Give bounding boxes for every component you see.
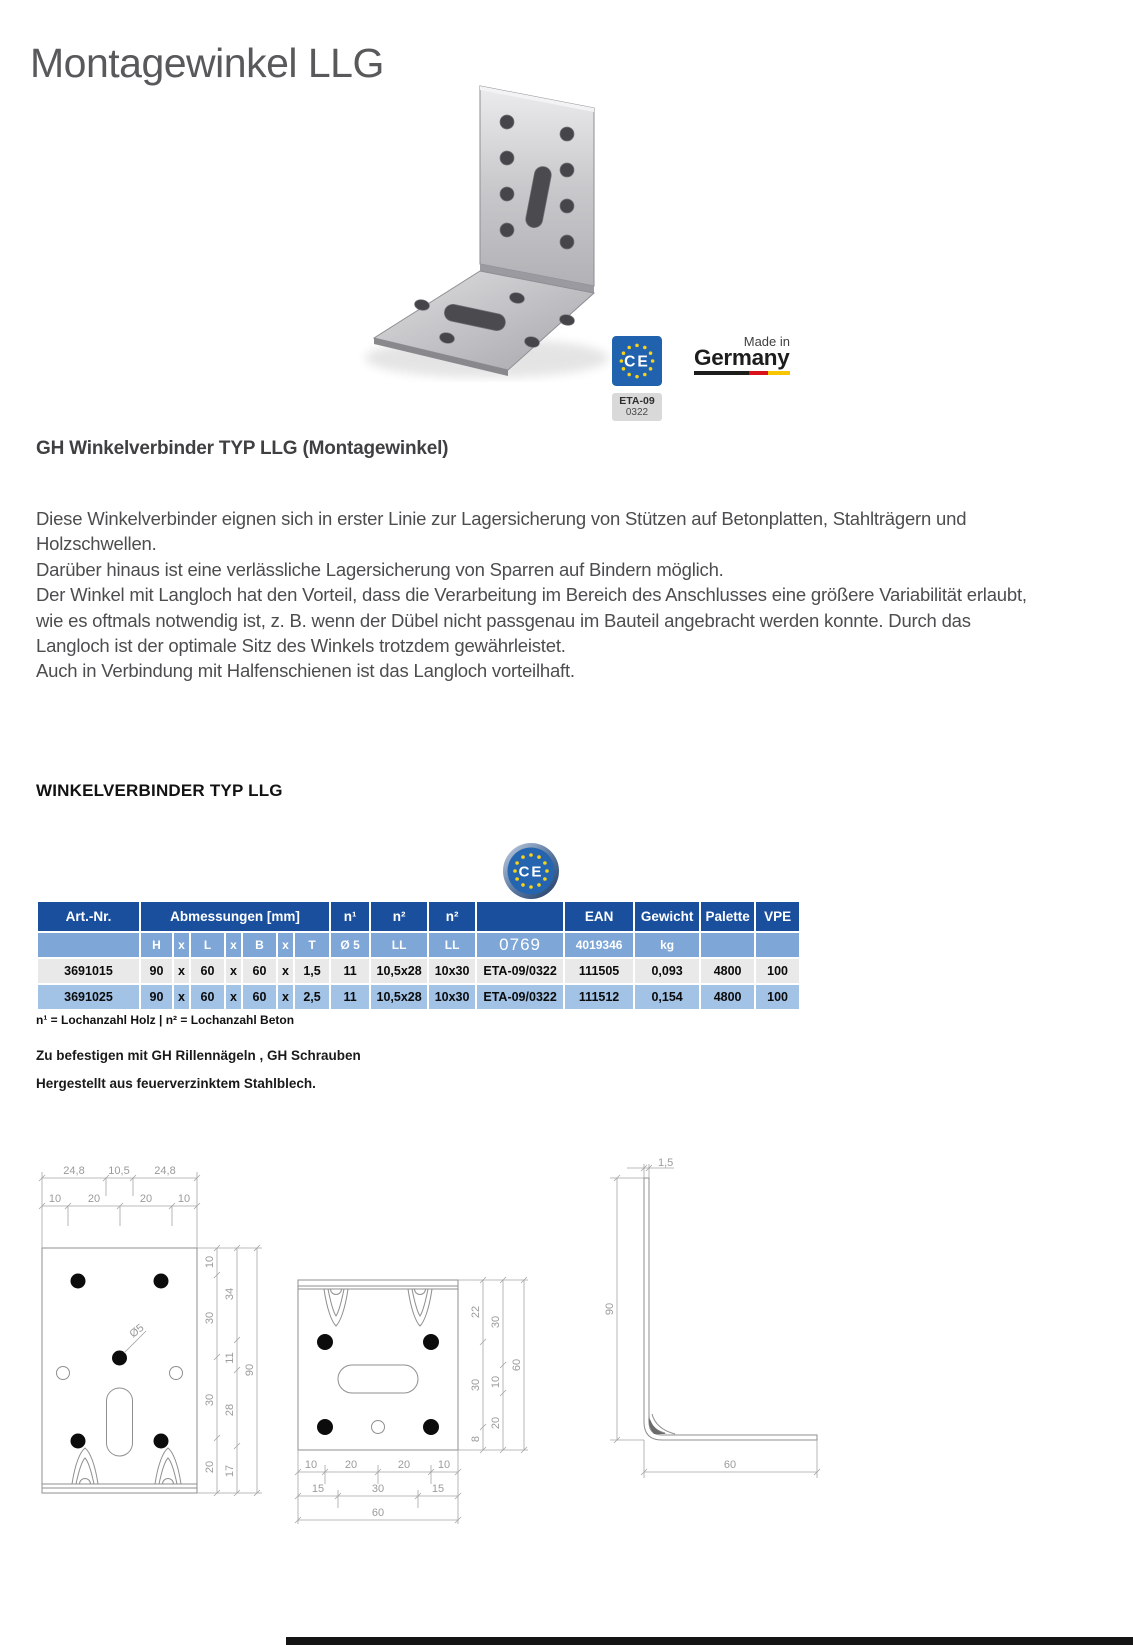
right-dimension-labels — [204, 1256, 256, 1477]
fastening-note: Zu befestigen mit GH Rillennägeln , GH Schrauben — [36, 1048, 361, 1063]
dim-label: 60 — [371, 1507, 385, 1519]
eta-code: 0322 — [625, 407, 649, 418]
sub-x: x — [225, 932, 242, 958]
bracket-illustration — [352, 80, 652, 392]
dim-label: 24,8 — [63, 1165, 85, 1177]
dim-label: 20 — [490, 1416, 502, 1430]
dim-label: 10 — [177, 1193, 191, 1205]
description-paragraph: Diese Winkelverbinder eignen sich in erster Linie zur Lagersicherung von Stützen auf Betonplatten, Stahlträgern und Holzschwellen. — [36, 508, 967, 555]
eta-number: ETA-09 — [619, 395, 655, 407]
dim-label: 60 — [723, 1459, 737, 1471]
dim-label: 30 — [470, 1378, 482, 1392]
col-n2b: n² — [428, 901, 476, 932]
col-ce — [476, 901, 564, 932]
dim-label: 30 — [204, 1393, 216, 1407]
ce-certification-badge — [612, 336, 662, 421]
description-paragraph: Auch in Verbindung mit Halfenschienen ist das Langloch vorteilhaft. — [36, 660, 575, 682]
page-title: Montagewinkel LLG — [30, 40, 384, 86]
dim-label: 8 — [470, 1435, 482, 1443]
drawing-base-view — [288, 1272, 538, 1532]
dim-label: 20 — [204, 1460, 216, 1474]
col-gewicht: Gewicht — [634, 901, 700, 932]
drawing-front-view — [30, 1148, 270, 1520]
dim-label: 24,8 — [154, 1165, 176, 1177]
dim-label: 28 — [224, 1403, 236, 1417]
table-header-row — [37, 901, 800, 932]
right-dimension-labels — [470, 1306, 523, 1442]
top-dimension-labels — [49, 1165, 190, 1205]
dim-label: 34 — [224, 1287, 236, 1301]
section-heading: WINKELVERBINDER TYP LLG — [36, 781, 283, 800]
top-dimension-lines — [39, 1172, 200, 1248]
table-row: 3691015 90 x 60 x 60 x 1,5 11 10,5x28 10x30 ETA-09/0322 111505 0,093 4800 100 — [37, 958, 800, 984]
ce-mark-icon — [612, 336, 662, 386]
ce-letters: CE — [624, 353, 650, 371]
sub-ll2: LL — [428, 932, 476, 958]
sub-t: T — [294, 932, 330, 958]
sub-b: B — [242, 932, 277, 958]
col-palette: Palette — [700, 901, 755, 932]
dim-label: 30 — [490, 1315, 502, 1329]
sub-l: L — [190, 932, 225, 958]
material-note: Hergestellt aus feuerverzinktem Stahlblech. — [36, 1076, 316, 1091]
dim-label: 10 — [304, 1459, 318, 1471]
dim-label: 20 — [397, 1459, 411, 1471]
description-paragraph: Der Winkel mit Langloch hat den Vorteil, dass die Verarbeitung im Bereich des Anschlusses eine größere Variabilität erlaubt, wie es oftmals notwendig ist, z. B. wenn der Dübel nicht passgenau im Bauteil angebracht werden konnte. Durch das Langloch ist der optimale Sitz des Winkels trotzdem gewährleistet. — [36, 584, 1027, 657]
sub-ll1: LL — [370, 932, 428, 958]
made-in-label: Made in — [743, 334, 790, 349]
dim-label: 20 — [344, 1459, 358, 1471]
dim-label: 20 — [87, 1193, 101, 1205]
dim-label: 20 — [139, 1193, 153, 1205]
bottom-dimension-labels — [305, 1459, 450, 1519]
drawing-side-view — [582, 1158, 832, 1488]
dim-label: 10,5 — [108, 1165, 130, 1177]
made-in-germany-badge — [694, 334, 791, 375]
dim-label: 90 — [604, 1302, 616, 1316]
dim-label: Ø5 — [127, 1321, 147, 1341]
col-ean: EAN — [564, 901, 634, 932]
german-flag-underline — [694, 371, 790, 375]
sub-x: x — [277, 932, 294, 958]
ce-letters: CE — [518, 863, 544, 881]
table-footnote: n¹ = Lochanzahl Holz | n² = Lochanzahl Beton — [36, 1013, 295, 1027]
dim-label: 1,5 — [658, 1158, 674, 1169]
sub-diameter: Ø 5 — [330, 932, 370, 958]
product-description — [36, 506, 1048, 684]
table-subheader-row — [37, 932, 800, 958]
dim-label: 11 — [224, 1352, 236, 1364]
dim-label: 10 — [204, 1255, 216, 1269]
germany-label: Germany — [694, 345, 790, 370]
col-n2a: n² — [370, 901, 428, 932]
ce-circle-badge — [502, 842, 560, 905]
notified-body-number: 0769 — [476, 932, 564, 958]
spec-table — [36, 900, 801, 1011]
sub-x: x — [173, 932, 190, 958]
product-subtitle: GH Winkelverbinder TYP LLG (Montagewinkel) — [36, 438, 449, 459]
col-n1: n¹ — [330, 901, 370, 932]
corner-detail — [649, 1414, 675, 1434]
dim-label: 15 — [311, 1483, 325, 1495]
eta-approval-box — [612, 393, 662, 421]
table-row: 3691025 90 x 60 x 60 x 2,5 11 10,5x28 10x30 ETA-09/0322 111512 0,154 4800 100 — [37, 984, 800, 1010]
description-paragraph: Darüber hinaus ist eine verlässliche Lagersicherung von Sparren auf Bindern möglich. — [36, 558, 724, 580]
dim-label: 90 — [244, 1363, 256, 1377]
dim-label: 15 — [431, 1483, 445, 1495]
col-vpe: VPE — [755, 901, 800, 932]
profile-outline — [644, 1178, 817, 1440]
footer-bar — [286, 1637, 1133, 1645]
dim-label: 30 — [371, 1483, 385, 1495]
ean-prefix: 4019346 — [564, 932, 634, 958]
dim-label: 60 — [511, 1358, 523, 1372]
dim-label: 10 — [437, 1459, 451, 1471]
dim-label: 30 — [204, 1311, 216, 1325]
col-abmessungen: Abmessungen [mm] — [140, 901, 330, 932]
col-artnr: Art.-Nr. — [37, 901, 140, 932]
spec-table-wrap — [36, 863, 799, 1011]
dim-label: 22 — [470, 1305, 482, 1319]
product-photo — [352, 80, 652, 397]
sub-kg: kg — [634, 932, 700, 958]
dim-label: 10 — [48, 1193, 62, 1205]
sub-h: H — [140, 932, 173, 958]
dim-label: 10 — [490, 1375, 502, 1389]
dim-label: 17 — [224, 1464, 236, 1478]
